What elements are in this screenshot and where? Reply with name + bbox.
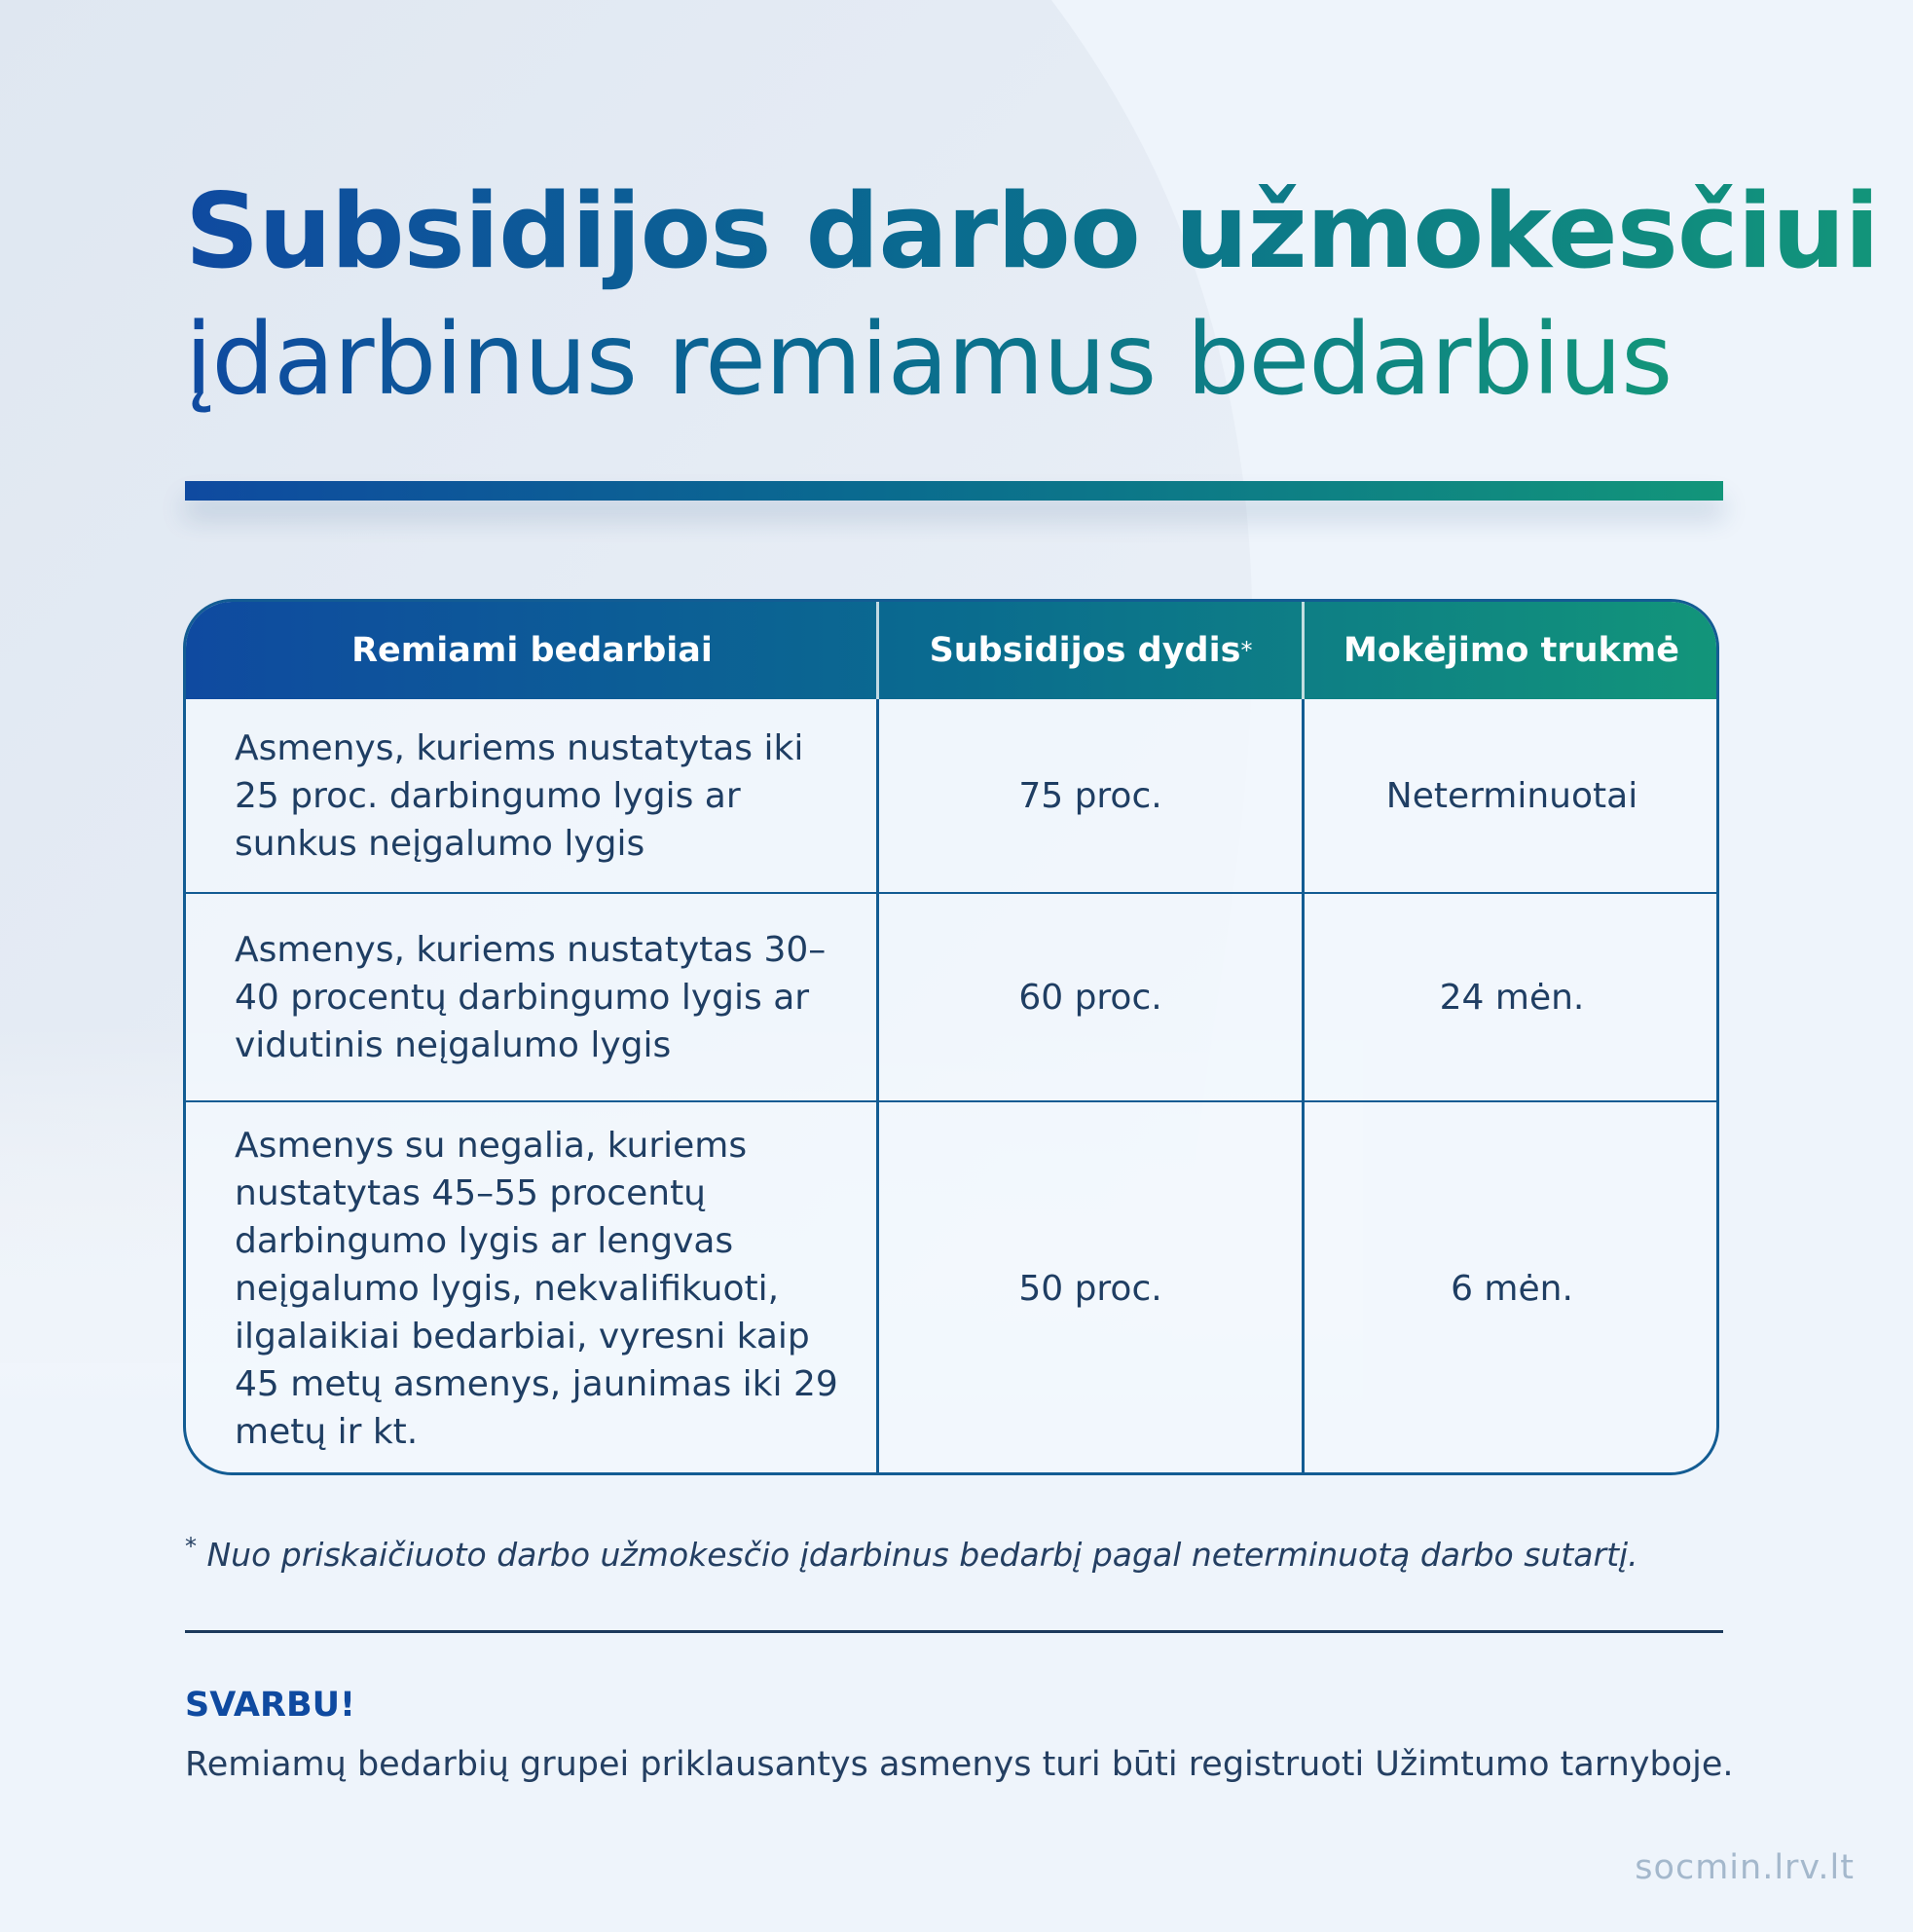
website-label: socmin.lrv.lt [1635, 1848, 1855, 1887]
header-label: Remiami bedarbiai [351, 631, 713, 670]
row-2-group: Asmenys, kuriems nustatytas 30–40 procentų darbingumo lygis ar vidutinis neįgalumo lygis [235, 929, 827, 1065]
title-underline [185, 481, 1723, 501]
table-cell-duration [1305, 699, 1719, 892]
row-2-duration: 24 mėn. [1439, 977, 1585, 1018]
row-1-group: Asmenys, kuriems nustatytas iki 25 proc. darbingumo lygis ar sunkus neįgalumo lygis [235, 727, 804, 864]
notice-text: Remiamų bedarbių grupei priklausantys asmenys turi būti registruoti Užimtumo tarnyboje. [185, 1745, 1734, 1784]
row-3-duration: 6 mėn. [1451, 1269, 1573, 1309]
row-3-group: Asmenys su negalia, kuriems nustatytas 45–55 procentų darbingumo lygis ar lengvas neįgalumo lygis, nekvalifikuoti, ilgalaikiai bedarbiai, vyresni kaip 45 metų asmenys, jaunimas iki 29 metų ir kt. [235, 1126, 838, 1452]
footnote-mark: * [185, 1533, 197, 1560]
row-2-subsidy: 60 proc. [1018, 977, 1162, 1018]
footnote-text: Nuo priskaičiuoto darbo užmokesčio įdarbinus bedarbį pagal neterminuotą darbo sutartį. [206, 1536, 1638, 1574]
notice-title: SVARBU! [185, 1686, 356, 1725]
table-cell-duration [1305, 1102, 1719, 1475]
table-cell-group [186, 699, 876, 892]
table-cell-subsidy [879, 699, 1302, 892]
footnote [185, 1534, 1743, 1577]
header-divider [1302, 602, 1305, 699]
table-cell-group [186, 894, 876, 1100]
table-cell-subsidy [879, 894, 1302, 1100]
row-1-duration: Neterminuotai [1385, 775, 1638, 816]
header-subsidijos-dydis: Subsidijos dydis * [929, 631, 1253, 670]
table-cell-group [186, 1102, 876, 1475]
header-divider [876, 602, 879, 699]
section-divider [185, 1630, 1723, 1633]
table-cell-duration [1305, 894, 1719, 1100]
header-label: Mokėjimo trukmė [1343, 631, 1679, 670]
header-mokejimo-trukme [1304, 602, 1719, 699]
header-remiami-bedarbiai [186, 602, 878, 699]
header-label: Subsidijos dydis [929, 631, 1241, 670]
subsidy-table [183, 599, 1719, 1475]
row-1-subsidy: 75 proc. [1018, 775, 1162, 816]
table-cell-subsidy [879, 1102, 1302, 1475]
row-3-subsidy: 50 proc. [1018, 1269, 1162, 1309]
title-block [185, 170, 1879, 428]
page-title: Subsidijos darbo užmokesčiui [185, 171, 1879, 291]
page-subtitle: įdarbinus remiamus bedarbius [185, 292, 1672, 428]
